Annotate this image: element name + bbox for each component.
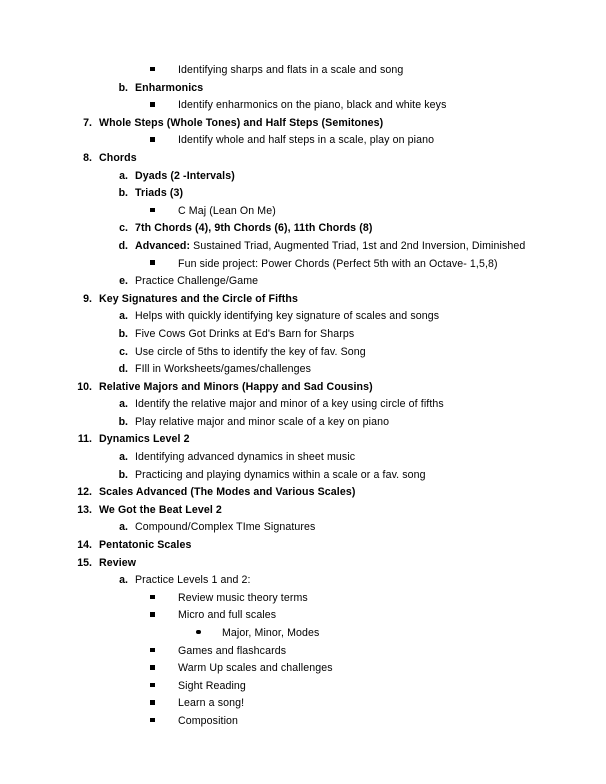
list-marker: d. bbox=[118, 239, 128, 252]
list-marker: d. bbox=[118, 363, 128, 376]
list-marker: b. bbox=[118, 468, 128, 481]
outline-item bbox=[0, 256, 606, 274]
outline-item-label: Major, Minor, Modes bbox=[222, 627, 320, 639]
outline-item bbox=[0, 97, 606, 115]
outline-item bbox=[0, 238, 606, 256]
outline-item bbox=[0, 80, 606, 98]
outline-list bbox=[0, 62, 606, 731]
outline-item bbox=[0, 150, 606, 168]
outline-item bbox=[0, 379, 606, 397]
square-bullet-icon bbox=[150, 695, 162, 713]
outline-item-label-lead: Advanced: bbox=[135, 239, 191, 252]
outline-item-label: Chords bbox=[99, 151, 137, 164]
outline-item-label: Sight Reading bbox=[178, 679, 246, 692]
outline-item-label: Warm Up scales and challenges bbox=[178, 662, 333, 675]
list-marker: c. bbox=[119, 222, 128, 235]
outline-item-label: C Maj (Lean On Me) bbox=[178, 204, 276, 217]
square-bullet-icon bbox=[150, 590, 162, 608]
list-marker: 13. bbox=[77, 503, 92, 516]
square-bullet-glyph bbox=[150, 595, 155, 600]
list-marker: a. bbox=[119, 169, 128, 182]
outline-item bbox=[0, 660, 606, 678]
square-bullet-icon bbox=[150, 132, 162, 150]
square-bullet-glyph bbox=[150, 137, 155, 142]
outline-item bbox=[0, 502, 606, 520]
square-bullet-icon bbox=[150, 660, 162, 678]
outline-item bbox=[0, 291, 606, 309]
outline-item-label: Dyads (2 -Intervals) bbox=[135, 169, 235, 182]
list-marker: a. bbox=[119, 451, 128, 464]
outline-item-label: Review bbox=[99, 556, 137, 569]
square-bullet-glyph bbox=[150, 260, 155, 265]
list-marker: 12. bbox=[77, 486, 92, 499]
outline-item bbox=[0, 572, 606, 590]
outline-item-label: Identifying sharps and flats in a scale and song bbox=[178, 64, 404, 76]
outline-item-label: Dynamics Level 2 bbox=[99, 433, 190, 446]
outline-item-label: We Got the Beat Level 2 bbox=[99, 503, 222, 516]
outline-item bbox=[0, 537, 606, 555]
outline-item-label: Pentatonic Scales bbox=[99, 539, 192, 552]
list-marker: c. bbox=[119, 345, 128, 358]
outline-item bbox=[0, 678, 606, 696]
outline-item-label: Practice Levels 1 and 2: bbox=[135, 574, 251, 587]
outline-item-label: Whole Steps (Whole Tones) and Half Steps (Semitones) bbox=[99, 116, 384, 129]
outline-item-label: Identifying advanced dynamics in sheet music bbox=[135, 451, 356, 464]
outline-item-label bbox=[135, 238, 525, 256]
outline-item bbox=[0, 449, 606, 467]
outline-item-label: Enharmonics bbox=[135, 81, 204, 94]
outline-item bbox=[0, 220, 606, 238]
list-marker: 14. bbox=[77, 539, 92, 552]
outline-item bbox=[0, 344, 606, 362]
outline-item bbox=[0, 555, 606, 573]
outline-item bbox=[0, 185, 606, 203]
disc-bullet-glyph bbox=[196, 630, 201, 635]
outline-item-label: Fun side project: Power Chords (Perfect 5th with an Octave- 1,5,8) bbox=[178, 257, 498, 270]
outline-item bbox=[0, 467, 606, 485]
outline-item bbox=[0, 203, 606, 221]
outline-item-label: Compound/Complex TIme Signatures bbox=[135, 521, 316, 534]
square-bullet-glyph bbox=[150, 208, 155, 213]
outline-item-label: Practicing and playing dynamics within a scale or a fav. song bbox=[135, 468, 426, 481]
outline-item bbox=[0, 308, 606, 326]
list-marker: a. bbox=[119, 310, 128, 323]
outline-item bbox=[0, 643, 606, 661]
outline-item-label: Review music theory terms bbox=[178, 591, 308, 604]
outline-item-label: Helps with quickly identifying key signature of scales and songs bbox=[135, 310, 440, 323]
list-marker: 8. bbox=[83, 151, 92, 164]
list-marker: a. bbox=[119, 398, 128, 411]
outline-item bbox=[0, 713, 606, 731]
list-marker: 7. bbox=[83, 116, 92, 129]
outline-item bbox=[0, 414, 606, 432]
outline-item-label: Micro and full scales bbox=[178, 609, 277, 622]
outline-item-label: Identify the relative major and minor of a key using circle of fifths bbox=[135, 398, 444, 411]
list-marker: b. bbox=[118, 187, 128, 200]
list-marker: 11. bbox=[77, 433, 92, 446]
square-bullet-glyph bbox=[150, 718, 155, 723]
square-bullet-glyph bbox=[150, 102, 155, 107]
outline-item bbox=[0, 115, 606, 133]
list-marker: b. bbox=[118, 327, 128, 340]
outline-item-label: Triads (3) bbox=[135, 187, 184, 200]
outline-item-label: Practice Challenge/Game bbox=[135, 275, 259, 288]
outline-item-label: Use circle of 5ths to identify the key of fav. Song bbox=[135, 345, 366, 358]
square-bullet-glyph bbox=[150, 612, 155, 617]
square-bullet-icon bbox=[150, 713, 162, 731]
square-bullet-glyph bbox=[150, 700, 155, 705]
outline-item bbox=[0, 361, 606, 379]
outline-item-label-rest: Sustained Triad, Augmented Triad, 1st and 2nd Inversion, Diminished bbox=[190, 239, 526, 252]
outline-item bbox=[0, 62, 606, 80]
outline-item-label: Learn a song! bbox=[178, 697, 245, 710]
outline-item bbox=[0, 326, 606, 344]
square-bullet-icon bbox=[150, 203, 162, 221]
outline-item-label: Play relative major and minor scale of a key on piano bbox=[135, 415, 390, 428]
outline-item-label: Relative Majors and Minors (Happy and Sad Cousins) bbox=[99, 380, 373, 393]
square-bullet-glyph bbox=[150, 67, 155, 72]
outline-item bbox=[0, 484, 606, 502]
outline-item-label: Scales Advanced (The Modes and Various Scales) bbox=[99, 486, 356, 499]
list-marker: 10. bbox=[77, 380, 92, 393]
list-marker: a. bbox=[119, 574, 128, 587]
outline-item-label: FIll in Worksheets/games/challenges bbox=[135, 363, 312, 376]
outline-item bbox=[0, 273, 606, 291]
outline-item-label: Identify whole and half steps in a scale, play on piano bbox=[178, 134, 435, 147]
outline-item-label: Composition bbox=[178, 714, 239, 727]
outline-item-label: Five Cows Got Drinks at Ed's Barn for Sharps bbox=[135, 327, 355, 340]
list-marker: b. bbox=[118, 81, 128, 94]
outline-item-label: Games and flashcards bbox=[178, 644, 287, 657]
list-marker: 9. bbox=[83, 292, 92, 305]
list-marker: 15. bbox=[77, 556, 92, 569]
square-bullet-icon bbox=[150, 678, 162, 696]
square-bullet-icon bbox=[150, 607, 162, 625]
square-bullet-glyph bbox=[150, 683, 155, 688]
outline-item bbox=[0, 168, 606, 186]
outline-item bbox=[0, 607, 606, 625]
outline-item-label: 7th Chords (4), 9th Chords (6), 11th Chords (8) bbox=[135, 222, 373, 235]
square-bullet-icon bbox=[150, 643, 162, 661]
square-bullet-icon bbox=[150, 256, 162, 274]
outline-item bbox=[0, 396, 606, 414]
disc-bullet-icon bbox=[196, 625, 208, 643]
square-bullet-icon bbox=[150, 62, 162, 80]
list-marker: a. bbox=[119, 521, 128, 534]
square-bullet-glyph bbox=[150, 648, 155, 653]
outline-item-label: Identify enharmonics on the piano, black and white keys bbox=[178, 99, 447, 112]
list-marker: b. bbox=[118, 415, 128, 428]
square-bullet-icon bbox=[150, 97, 162, 115]
outline-item bbox=[0, 431, 606, 449]
outline-item-label: Key Signatures and the Circle of Fifths bbox=[99, 292, 298, 305]
outline-item bbox=[0, 625, 606, 643]
outline-item bbox=[0, 132, 606, 150]
outline-item bbox=[0, 695, 606, 713]
outline-item bbox=[0, 519, 606, 537]
outline-item bbox=[0, 590, 606, 608]
list-marker: e. bbox=[119, 275, 128, 288]
square-bullet-glyph bbox=[150, 665, 155, 670]
